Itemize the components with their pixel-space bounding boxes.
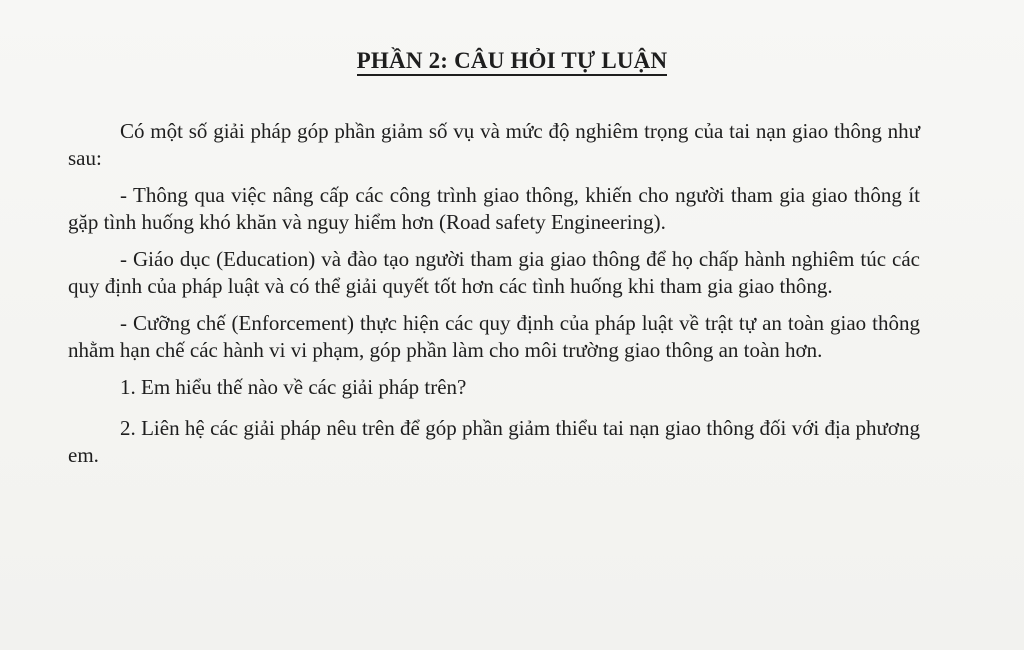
solution-enforcement-paragraph: - Cưỡng chế (Enforcement) thực hiện các quy định của pháp luật về trật tự an toàn giao thông nhằm hạn chế các hành vi vi phạm, góp phần làm cho môi trường giao thông an toàn hơn. — [68, 311, 920, 362]
question-2: 2. Liên hệ các giải pháp nêu trên để góp phần giảm thiểu tai nạn giao thông đối với địa phương em. — [68, 416, 920, 467]
intro-paragraph: Có một số giải pháp góp phần giảm số vụ và mức độ nghiêm trọng của tai nạn giao thông như sau: — [68, 119, 920, 170]
section-title-text: PHẦN 2: CÂU HỎI TỰ LUẬN — [357, 48, 668, 76]
question-1: 1. Em hiểu thế nào về các giải pháp trên? — [120, 375, 467, 399]
solution-engineering-paragraph: - Thông qua việc nâng cấp các công trình giao thông, khiến cho người tham gia giao thông ít gặp tình huống khó khăn và nguy hiểm hơn (Road safety Engineering). — [68, 183, 920, 234]
solution-education-paragraph: - Giáo dục (Education) và đào tạo người tham gia giao thông để họ chấp hành nghiêm túc các quy định của pháp luật và có thể giải quyết tốt hơn các tình huống khi tham gia giao thông. — [68, 247, 920, 298]
section-title — [0, 48, 1024, 74]
document-body — [68, 118, 920, 483]
